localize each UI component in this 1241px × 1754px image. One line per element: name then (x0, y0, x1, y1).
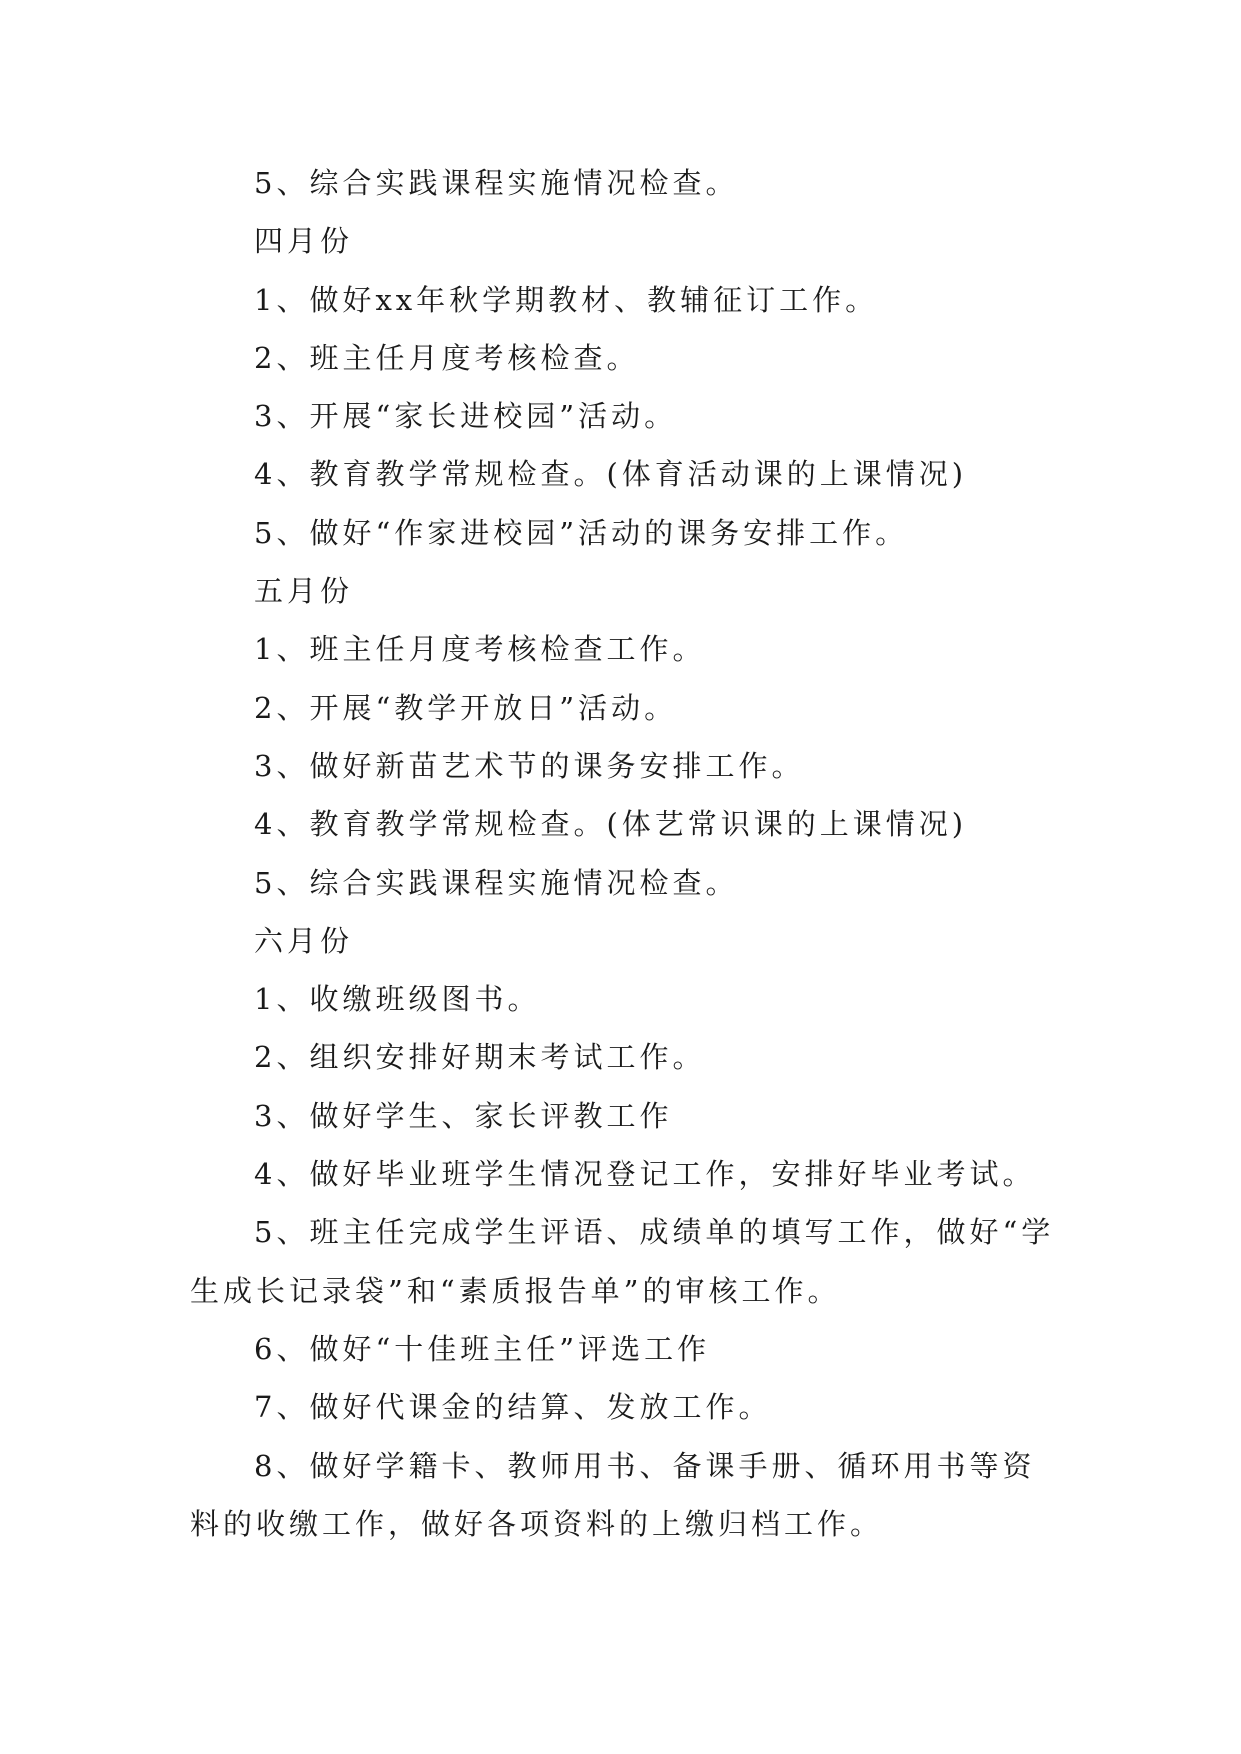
list-item: 1、做好xx年秋学期教材、教辅征订工作。 (254, 282, 879, 317)
list-item: 5、做好“作家进校园”活动的课务安排工作。 (254, 515, 909, 550)
list-item: 4、教育教学常规检查。(体艺常识课的上课情况) (254, 807, 968, 842)
list-item: 3、做好学生、家长评教工作 (254, 1098, 673, 1133)
list-item: 4、教育教学常规检查。(体育活动课的上课情况) (254, 457, 968, 492)
list-item: 6、做好“十佳班主任”评选工作 (254, 1331, 711, 1366)
list-item: 3、开展“家长进校园”活动。 (254, 399, 678, 434)
list-item: 3、做好新苗艺术节的课务安排工作。 (254, 748, 805, 783)
list-item: 2、组织安排好期末考试工作。 (254, 1040, 706, 1075)
document-body (190, 154, 1060, 1553)
list-item: 2、班主任月度考核检查。 (254, 340, 640, 375)
list-item: 5、班主任完成学生评语、成绩单的填写工作，做好“学生成长记录袋”和“素质报告单”的审核工作。 (190, 1215, 1055, 1308)
heading-may: 五月份 (254, 574, 354, 609)
list-item: 1、收缴班级图书。 (254, 982, 541, 1017)
heading-april: 四月份 (254, 224, 354, 259)
list-item: 4、做好毕业班学生情况登记工作，安排好毕业考试。 (254, 1157, 1036, 1192)
heading-june: 六月份 (254, 923, 354, 958)
list-item: 5、综合实践课程实施情况检查。 (254, 865, 739, 900)
list-item: 1、班主任月度考核检查工作。 (254, 632, 706, 667)
list-item: 2、开展“教学开放日”活动。 (254, 690, 678, 725)
list-item: 7、做好代课金的结算、发放工作。 (254, 1390, 772, 1425)
list-item: 8、做好学籍卡、教师用书、备课手册、循环用书等资料的收缴工作，做好各项资料的上缴归档工作。 (190, 1448, 1036, 1541)
paragraph-april-item-5-prev: 5、综合实践课程实施情况检查。 (254, 166, 739, 200)
